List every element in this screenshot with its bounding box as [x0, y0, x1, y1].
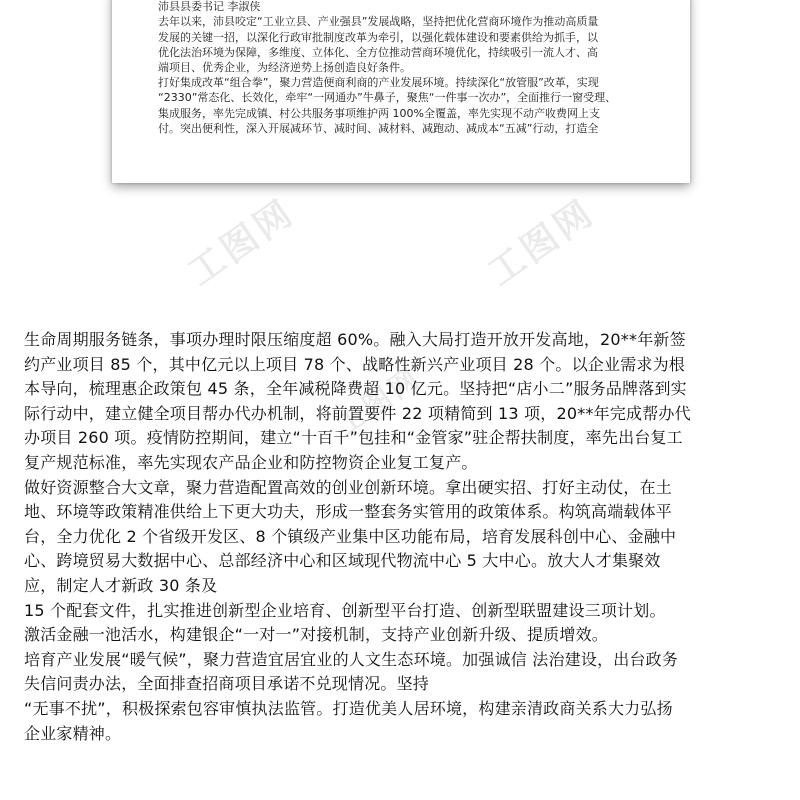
- article-body: [24, 328, 784, 746]
- preview-line: 集成服务，率先完成镇、村公共服务事项维护两 100%全覆盖，率先实现不动产收费网上支: [158, 106, 600, 120]
- body-line: 激活金融一池活水，构建银企“一对一”对接机制，支持产业创新升级、提质增效。: [24, 625, 608, 645]
- body-line: 本导向，梳理惠企政策包 45 条，全年减税降费超 10 亿元。坚持把“店小二”服务品牌落到实: [24, 379, 687, 399]
- body-line: 15 个配套文件，扎实推进创新型企业培育、创新型平台打造、创新型联盟建设三项计划。: [24, 600, 666, 620]
- preview-line: “2330”常态化、长效化，牵牢“一网通办”牛鼻子，聚焦“一件事一次办”，全面推行一窗受理、: [158, 91, 617, 105]
- preview-line: 优化法治环境为保障，多维度、立体化、全方位推动营商环境优化，持续吸引一流人才、高: [158, 45, 598, 59]
- body-line: 地、环境等政策精准供给上下更大功夫，形成一整套务实管用的政策体系。构筑高端载体平: [24, 502, 673, 522]
- body-line: 台，全力优化 2 个省级开发区、8 个镇级产业集中区功能布局，培育发展科创中心、金融中: [24, 526, 677, 546]
- preview-author: 沛县县委书记 李淑侠: [158, 0, 261, 14]
- body-line: 复产规范标准，率先实现农产品企业和防控物资企业复工复产。: [24, 452, 478, 472]
- preview-text: [158, 0, 678, 136]
- body-line: 生命周期服务链条，事项办理时限压缩度超 60%。融入大局打造开放开发高地，20**年新签: [24, 330, 686, 349]
- document-preview-card: [112, 0, 690, 183]
- body-line: 培育产业发展“暖气候”，聚力营造宜居宜业的人文生态环境。加强诚信 法治建设，出台政务: [24, 649, 679, 669]
- preview-line: 打好集成改革“组合拳”，聚力营造便商利商的产业发展环境。持续深化“放管服”改革，实现: [158, 76, 599, 90]
- body-line: 失信问责办法，全面排查招商项目承诺不兑现情况。坚持: [24, 674, 430, 694]
- body-line: 约产业项目 85 个，其中亿元以上项目 78 个、战略性新兴产业项目 28 个。以企业需求为根: [24, 354, 685, 374]
- preview-line: 去年以来，沛县咬定“工业立县、产业强县”发展战略，坚持把优化营商环境作为推动高质量: [158, 15, 599, 29]
- body-line: 际行动中，建立健全项目帮办代办机制，将前置要件 22 项精简到 13 项，20**年完成帮办代: [24, 403, 691, 423]
- body-line: “无事不扰”，积极探索包容审慎执法监管。打造优美人居环境，构建亲清政商关系大力弘扬: [24, 698, 673, 718]
- preview-line: 发展的关键一招，以深化行政审批制度改革为牵引，以强化载体建设和要素供给为抓手，以: [158, 30, 598, 44]
- body-line: 企业家精神。: [24, 723, 122, 743]
- watermark: 工图网: [480, 191, 603, 295]
- preview-line: 付。突出便利性，深入开展减环节、减时间、减材料、减跑动、减成本“五减”行动，打造全: [158, 121, 599, 135]
- watermark: 工图网: [180, 191, 303, 295]
- body-line: 做好资源整合大文章，聚力营造配置高效的创业创新环境。拿出硬实招、打好主动仗，在土: [24, 477, 673, 497]
- preview-line: 端项目、优秀企业，为经济逆势上扬创造良好条件。: [158, 61, 411, 75]
- body-line: 应，制定人才新政 30 条及: [24, 575, 218, 595]
- body-line: 办项目 260 项。疫情防控期间，建立“十百千”包挂和“金管家”驻企帮扶制度，率先出台复工: [24, 428, 683, 448]
- watermark: 工图网: [330, 360, 428, 443]
- body-line: 心、跨境贸易大数据中心、总部经济中心和区域现代物流中心 5 大中心。放大人才集聚效: [24, 551, 661, 571]
